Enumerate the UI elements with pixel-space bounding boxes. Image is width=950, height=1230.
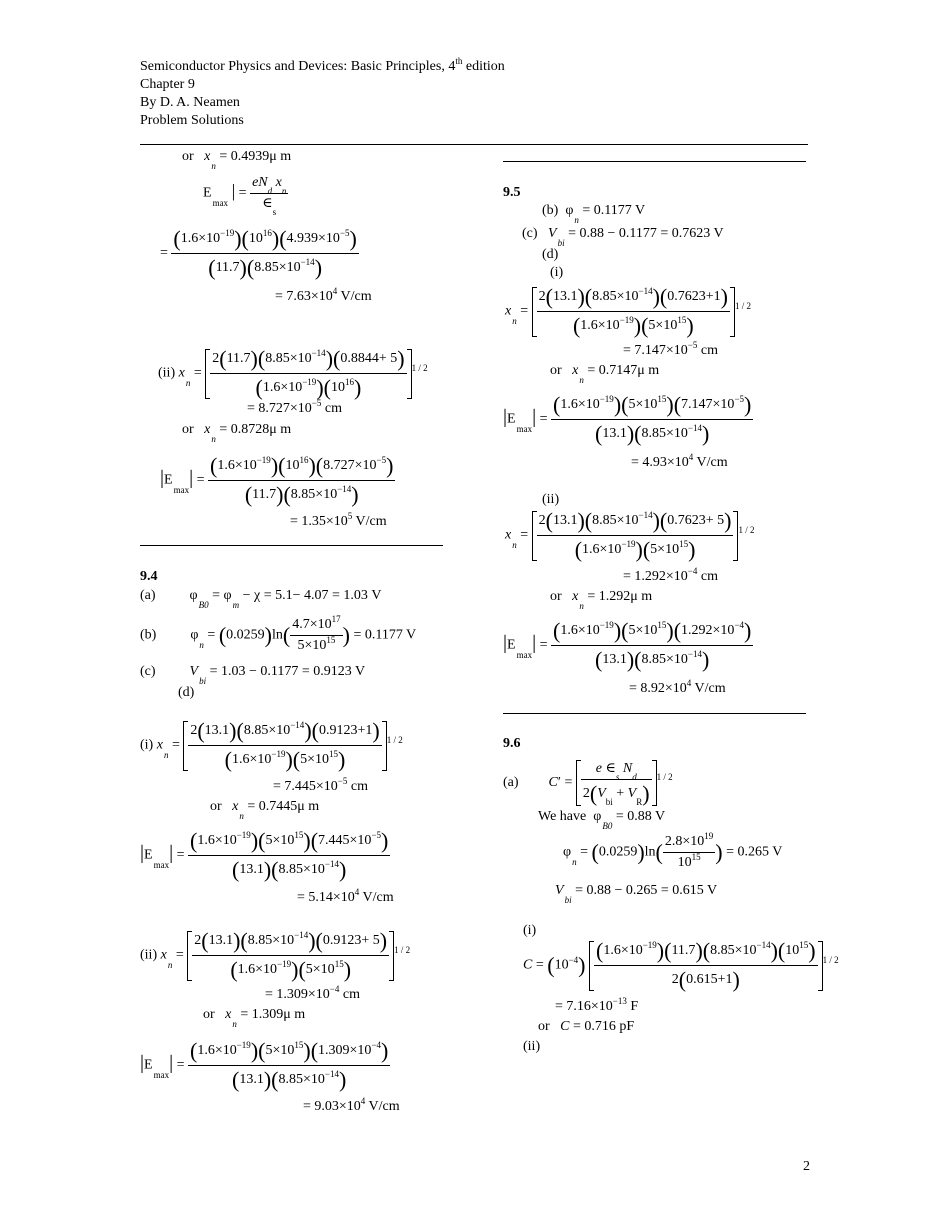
p95-ii-or: or $x_n = 1.292\mu$ m bbox=[550, 589, 653, 611]
p94-a: (a) $\varphi_{B0} = \varphi_m - \chi = 5.1- 4.07 = 1.03$ V bbox=[140, 588, 382, 610]
chapter-label: Chapter 9 bbox=[140, 77, 195, 92]
p94-d: (d) bbox=[178, 685, 195, 700]
divider-right-0 bbox=[503, 161, 806, 162]
emax-eq1: = $\frac{(1.6\times 10^{-19})(10^{16})(4.939\times 10^{-5})}{(11.7)(8.85\times 10^{-14})}$ bbox=[160, 226, 357, 280]
header bbox=[140, 58, 505, 130]
p94-c: (c) $V_{bi} = 1.03 - 0.1177 = 0.9123$ V bbox=[140, 664, 366, 686]
p95-c: (c) $V_{bi} = 0.88 - 0.1177 = 0.7623$ V bbox=[522, 226, 724, 248]
p94-i-emax-res: = $5.14\times 10^4$ V/cm bbox=[297, 887, 394, 905]
p95-ii: (ii) bbox=[542, 492, 560, 507]
p95-i-eq: $x_n$ = $\frac{2(13.1)(8.85\times 10^{-14})(0.7623+1)}{(1.6\times 10^{-19})(5\times 10^{15})}$ $^{1 / 2}$ bbox=[505, 284, 751, 338]
problem-9-4-label: 9.4 bbox=[140, 569, 158, 584]
p95-i-emax-res: = $4.93\times 10^4$ V/cm bbox=[631, 452, 728, 470]
problem-9-5-label: 9.5 bbox=[503, 185, 521, 200]
emax-res1: = $7.63\times 10^4$ V/cm bbox=[275, 286, 372, 304]
divider-left-1 bbox=[140, 545, 443, 546]
p95-i: (i) bbox=[550, 265, 564, 280]
p96-i: (i) bbox=[523, 923, 537, 938]
p94-ii-emax-res: = $9.03\times 10^4$ V/cm bbox=[303, 1096, 400, 1114]
p94-ii-eq: (ii) $x_n$ = $\frac{2(13.1)(8.85\times 10^{-14})(0.9123+ 5)}{(1.6\times 10^{-19})(5\times 10^{15})}$ $^{1 / 2}$ bbox=[140, 928, 411, 982]
author-label: By D. A. Neamen bbox=[140, 95, 240, 110]
p94-ii-or: or $x_n = 1.309\mu$ m bbox=[203, 1007, 306, 1029]
p96-vbi: $V_{bi} = 0.88 - 0.265 = 0.615$ V bbox=[555, 883, 718, 905]
p95-ii-res: = $1.292\times 10^{-4}$ cm bbox=[623, 566, 718, 584]
p95-i-res: = $7.147\times 10^{-5}$ cm bbox=[623, 340, 718, 358]
ii-result: = $8.727\times 10^{-5}$ cm bbox=[247, 398, 342, 416]
problem-9-6-label: 9.6 bbox=[503, 736, 521, 751]
ii-emax-res: = $1.35\times 10^5$ V/cm bbox=[290, 511, 387, 529]
p95-i-or: or $x_n = 0.7147\mu$ m bbox=[550, 363, 660, 385]
p96-c-res: = $7.16\times 10^{-13}$ F bbox=[555, 996, 639, 1014]
p95-ii-eq: $x_n$ = $\frac{2(13.1)(8.85\times 10^{-14})(0.7623+ 5)}{(1.6\times 10^{-19})(5\times 10^{15})}$ $^{1 / 2}$ bbox=[505, 508, 755, 562]
book-title: Semiconductor Physics and Devices: Basic Principles, 4th edition bbox=[140, 56, 505, 74]
p96-c-or: or C = 0.716 pF bbox=[538, 1019, 635, 1034]
ii-xn-eq: (ii) $x_n$ = $\frac{2(11.7)(8.85\times 10^{-14})(0.8844+ 5)}{(1.6\times 10^{-19})(10^{16})}$ $^{1 / 2}$ bbox=[158, 346, 428, 400]
p96-we-have: We have $\varphi_{B0} = 0.88$ V bbox=[538, 809, 666, 831]
divider-right-1 bbox=[503, 713, 806, 714]
p94-i-emax: $|E_{max}|$ = $\frac{(1.6\times 10^{-19})(5\times 10^{15})(7.445\times 10^{-5})}{(13.1)(8.85\times 10^{-14})}$ bbox=[140, 828, 389, 882]
p94-b: (b) $\varphi_n = (0.0259)\ln$( $\frac{4.7\times 10^{17}}{5\times 10^{15}}$ ) = 0.1177 V bbox=[140, 614, 417, 653]
p96-a: (a) C′ = $\frac{e \in_s N_d}{2(V_{bi} + V_R)}$ $^{1 / 2}$ bbox=[503, 760, 673, 807]
p94-i-eq: (i) $x_n$ = $\frac{2(13.1)(8.85\times 10^{-14})(0.9123+1)}{(1.6\times 10^{-19})(5\times 10^{15})}$ $^{1 / 2}$ bbox=[140, 718, 403, 772]
doc-label: Problem Solutions bbox=[140, 113, 244, 128]
ii-or: or $x_n = 0.8728\mu$ m bbox=[182, 422, 292, 444]
page-number: 2 bbox=[803, 1159, 810, 1174]
p95-b: (b) $\varphi_n = 0.1177$ V bbox=[542, 203, 646, 225]
p94-ii-res: = $1.309\times 10^{-4}$ cm bbox=[265, 984, 360, 1002]
p96-i-eq: $C = (10^{-4})$ $\frac{(1.6\times 10^{-19})(11.7)(8.85\times 10^{-14})(10^{15})}{2(0.615+1)}$ $^{1 / 2}$ bbox=[523, 938, 839, 992]
xn-or-line: or $x_n = 0.4939\mu$ m bbox=[182, 149, 292, 171]
p96-phin: $\varphi_n = (0.0259)\ln$( $\frac{2.8\times 10^{19}}{10^{15}}$ ) = 0.265 V bbox=[563, 831, 783, 870]
p95-ii-emax: $|E_{max}|$ = $\frac{(1.6\times 10^{-19})(5\times 10^{15})(1.292\times 10^{-4})}{(13.1)(8.85\times 10^{-14})}$ bbox=[503, 618, 752, 672]
p94-i-or: or $x_n = 0.7445\mu$ m bbox=[210, 799, 320, 821]
p96-ii: (ii) bbox=[523, 1039, 541, 1054]
ii-emax-eq: $|E_{max}|$ = $\frac{(1.6\times 10^{-19})(10^{16})(8.727\times 10^{-5})}{(11.7)(8.85\times 10^{-14})}$ bbox=[160, 453, 394, 507]
p95-d: (d) bbox=[542, 247, 559, 262]
p94-i-res: = $7.445\times 10^{-5}$ cm bbox=[273, 776, 368, 794]
p95-i-emax: $|E_{max}|$ = $\frac{(1.6\times 10^{-19})(5\times 10^{15})(7.147\times 10^{-5})}{(13.1)(8.85\times 10^{-14})}$ bbox=[503, 392, 752, 446]
header-rule bbox=[140, 144, 808, 145]
p94-ii-emax: $|E_{max}|$ = $\frac{(1.6\times 10^{-19})(5\times 10^{15})(1.309\times 10^{-4})}{(13.1)(8.85\times 10^{-14})}$ bbox=[140, 1038, 389, 1092]
emax-def: $E_{max}$ | = $\frac{eN_d x_n}{\in_s}$ bbox=[203, 175, 287, 217]
p95-ii-emax-res: = $8.92\times 10^4$ V/cm bbox=[629, 678, 726, 696]
